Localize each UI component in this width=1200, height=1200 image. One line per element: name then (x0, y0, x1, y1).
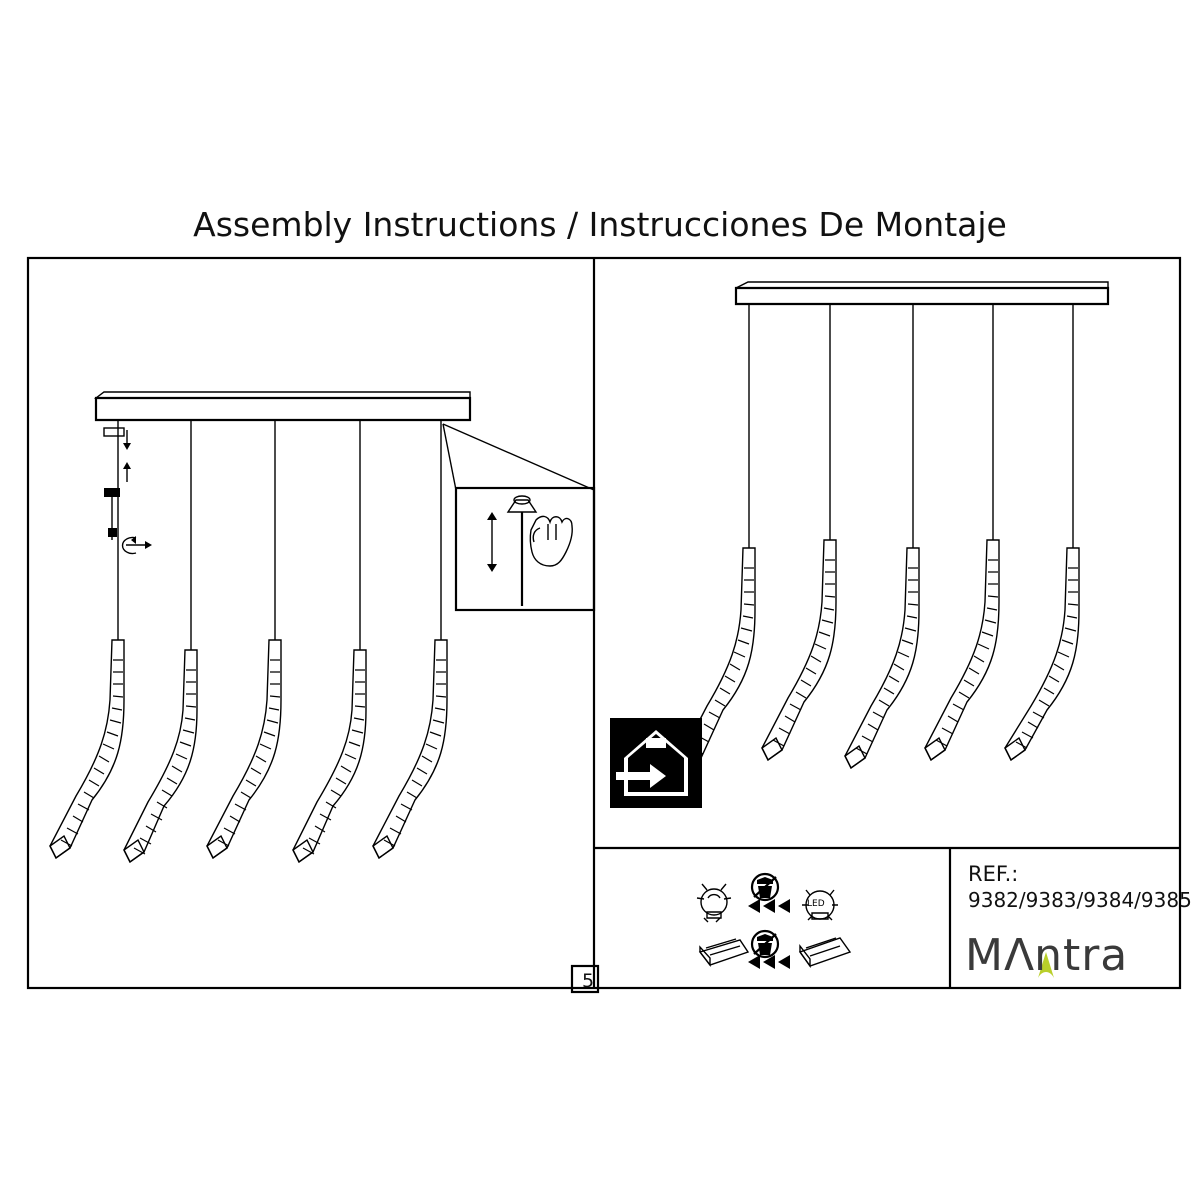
no-waste-icon-2 (752, 931, 778, 957)
brand-accent-letter: Λ (1003, 930, 1035, 981)
ref-value: 9382/9383/9384/9385 (968, 888, 1192, 912)
led-label: LED (807, 899, 825, 909)
pendant-rod-4 (293, 650, 366, 862)
ref-label: REF.: (968, 862, 1019, 886)
old-lamp-icon (697, 884, 731, 922)
perspective-view-drawing (610, 282, 1108, 808)
pendant-rod-2 (124, 650, 197, 862)
old-driver-icon (700, 939, 748, 965)
page-title: Assembly Instructions / Instrucciones De Montaje (193, 205, 1007, 244)
pendant-rod-p4 (925, 540, 999, 760)
pendant-rod-p3 (845, 548, 919, 768)
components-legend-panel (697, 874, 850, 969)
pendant-rod-5 (373, 640, 447, 858)
brand-logo (965, 930, 1180, 990)
pendant-rod-1 (50, 640, 124, 858)
pendant-rod-p2 (762, 540, 836, 760)
arrows-right-icon-1 (748, 899, 790, 913)
led-driver-icon (800, 938, 850, 966)
page-number: 5 (581, 970, 595, 992)
height-adjust-detail (456, 488, 594, 610)
house-with-arrow-icon (610, 718, 702, 808)
pendant-rod-p5 (1005, 548, 1079, 760)
front-elevation-drawing (50, 392, 594, 862)
ceiling-plate-front (96, 392, 470, 420)
brand-prefix: M (965, 930, 1004, 981)
no-waste-icon-1 (752, 874, 778, 900)
pendant-rod-3 (207, 640, 281, 858)
ceiling-plate-perspective (736, 282, 1108, 304)
cable-adjust-markers (104, 428, 152, 554)
brand-suffix: ntra (1034, 930, 1129, 981)
